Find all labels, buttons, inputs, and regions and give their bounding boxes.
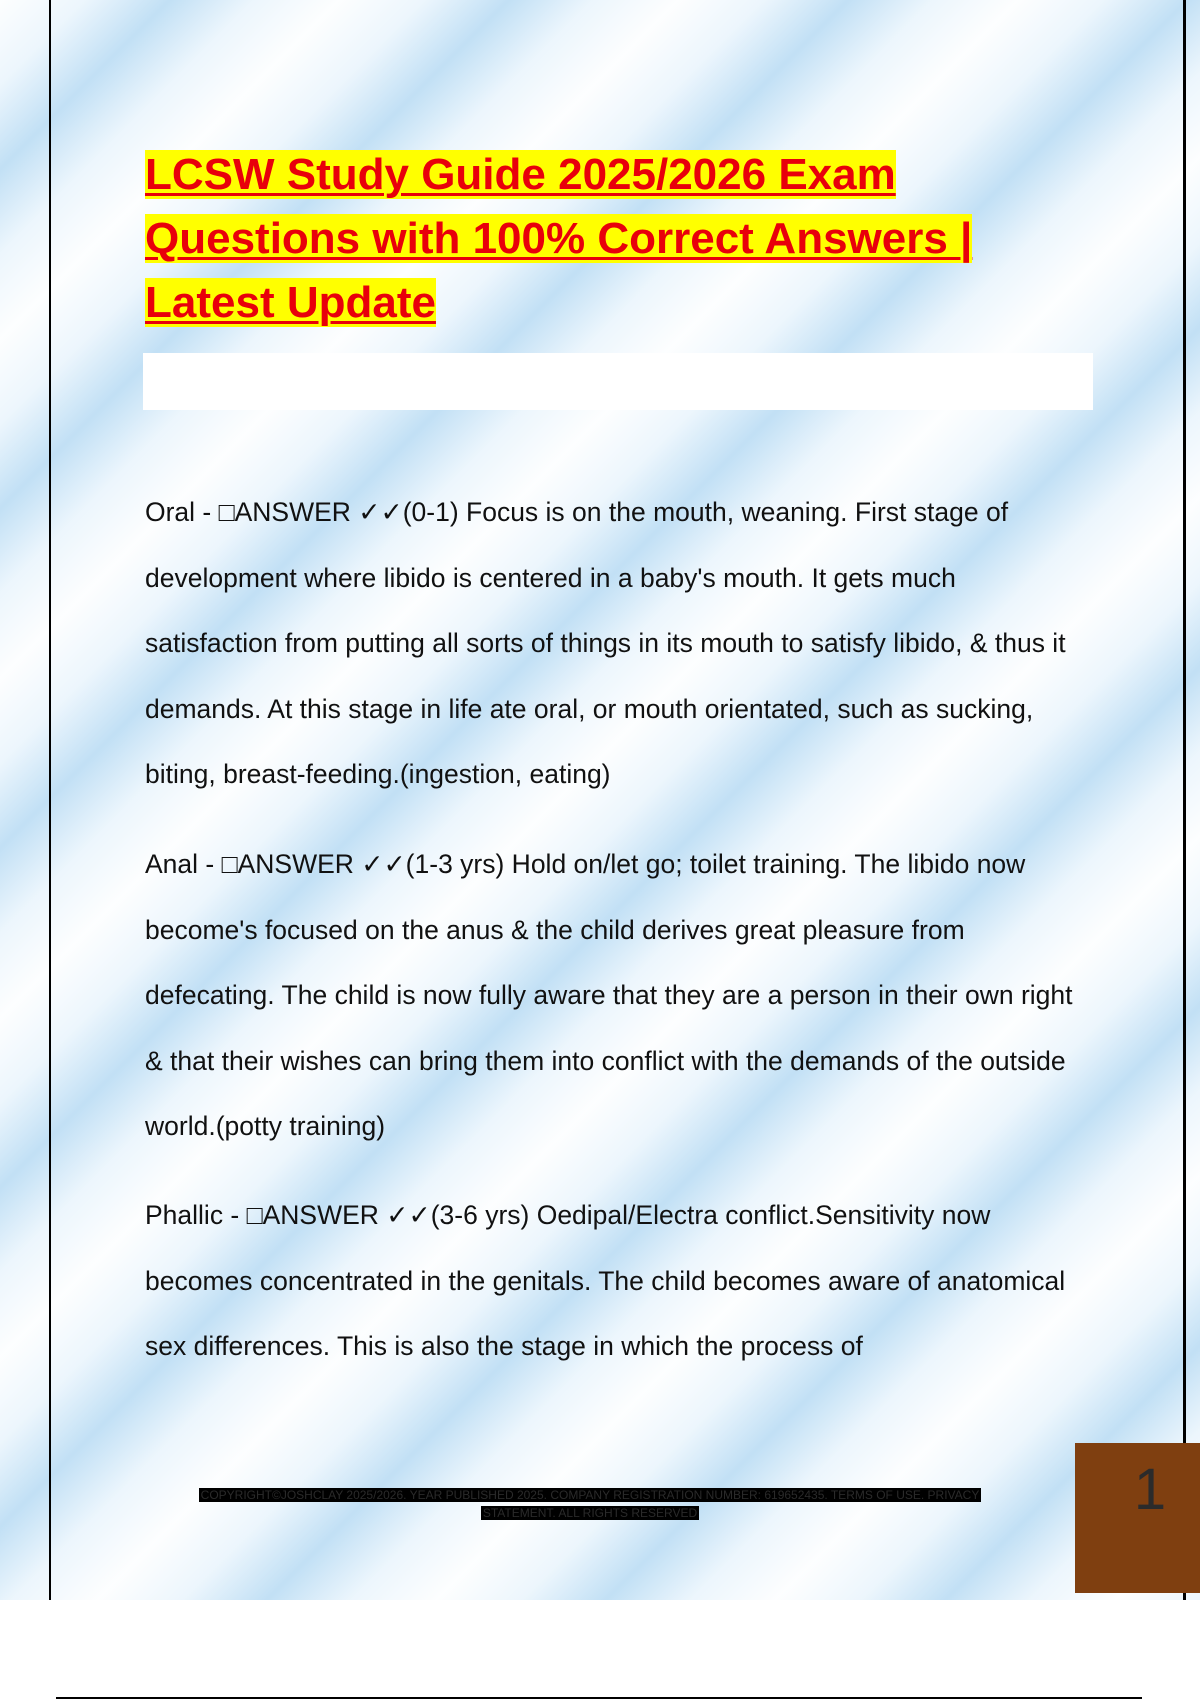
qa-item-anal: Anal - □ANSWER ✓✓(1-3 yrs) Hold on/let go; toilet training. The libido now become's focused on the anus & the child derives great pleasure from defecating. The child is now fully aware that they are a person in their own right & that their wishes can bring them into conflict with the demands of the outside world.(potty training) <box>145 849 1073 1141</box>
copyright-footer <box>170 1486 1010 1522</box>
bottom-divider <box>56 1697 1142 1699</box>
qa-item-oral: Oral - □ANSWER ✓✓(0-1) Focus is on the mouth, weaning. First stage of development where libido is centered in a baby's mouth. It gets much satisfaction from putting all sorts of things in its mouth to satisfy libido, & thus it demands. At this stage in life ate oral, or mouth orientated, such as sucking, biting, breast-feeding.(ingestion, eating) <box>145 497 1066 789</box>
document-title <box>145 143 1095 335</box>
page-border-right <box>1183 0 1186 1600</box>
page-border-left <box>49 0 51 1600</box>
copyright-footer-text: COPYRIGHT©JOSHCLAY 2025/2026. YEAR PUBLISHED 2025. COMPANY REGISTRATION NUMBER: 619652435. TERMS OF USE. PRIVACY STATEMENT. ALL RIGHTS RESERVED <box>200 1488 980 1520</box>
title-separator-band <box>143 353 1093 410</box>
page-number: 1 <box>1133 1457 1167 1522</box>
document-title-text: LCSW Study Guide 2025/2026 Exam Questions with 100% Correct Answers | Latest Update <box>145 150 973 327</box>
qa-item-phallic: Phallic - □ANSWER ✓✓(3-6 yrs) Oedipal/Electra conflict.Sensitivity now becomes concentrated in the genitals. The child becomes aware of anatomical sex differences. This is also the stage in which the process of <box>145 1200 1066 1361</box>
